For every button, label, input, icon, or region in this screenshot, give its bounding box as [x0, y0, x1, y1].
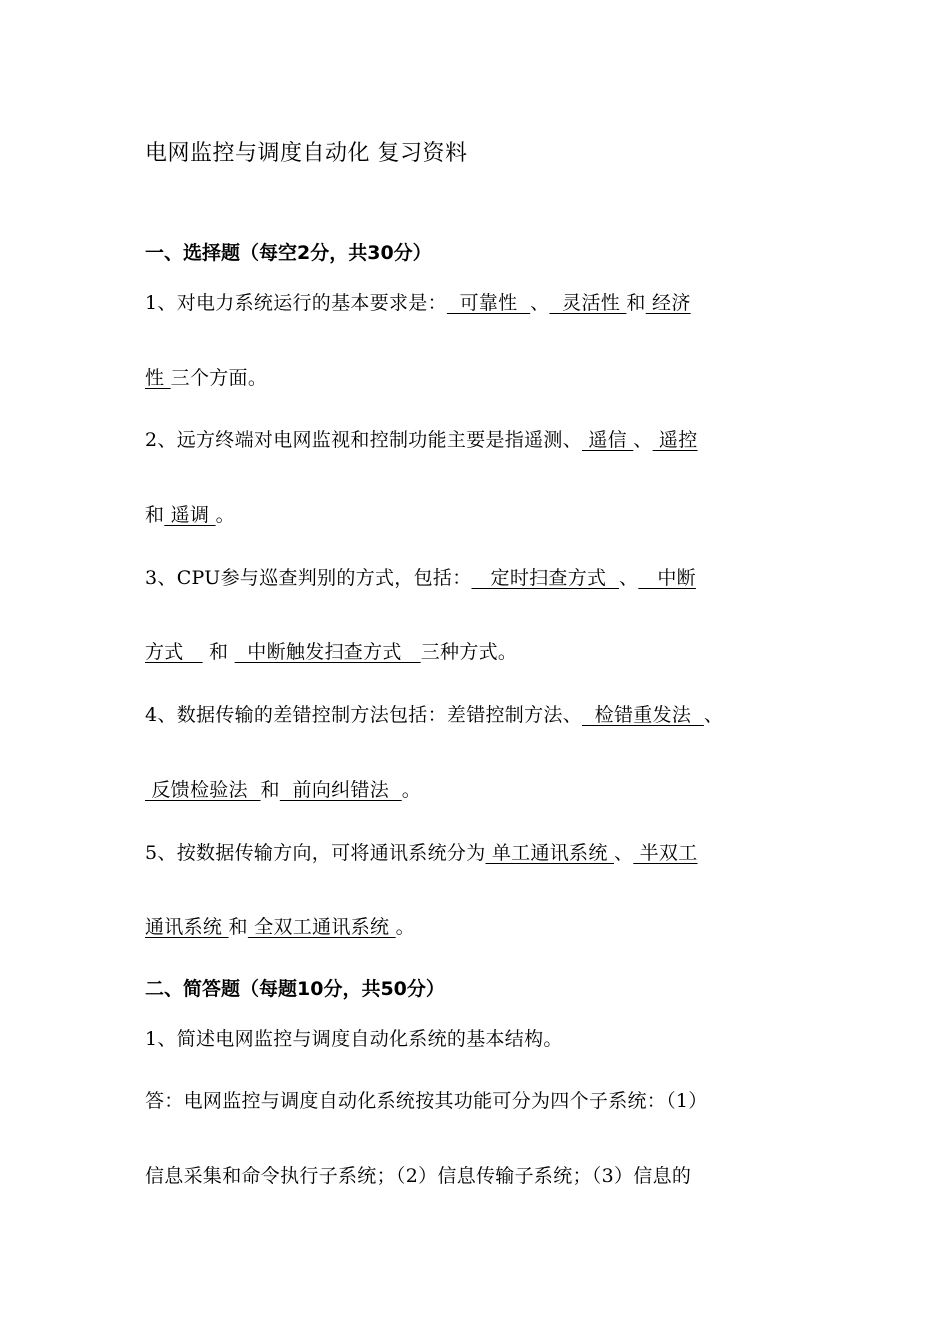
separator: 和 — [626, 292, 646, 314]
question-4-line-1 — [145, 700, 723, 727]
answer-blank: 单工通讯系统 — [485, 842, 614, 864]
question-2-line-2 — [145, 500, 235, 527]
answer-blank: 经济 — [645, 292, 691, 314]
question-4-line-2 — [145, 775, 421, 802]
page-title: 电网监控与调度自动化 复习资料 — [145, 141, 468, 166]
separator: 、 — [530, 292, 550, 314]
answer-line-1: 答：电网监控与调度自动化系统按其功能可分为四个子系统：（1） — [145, 1090, 708, 1112]
answer-blank: 性 — [145, 367, 171, 389]
question-3-line-1 — [145, 563, 696, 590]
question-3-text: 3、CPU参与巡查判别的方式，包括： — [145, 567, 472, 589]
answer-blank: 遥控 — [652, 429, 698, 451]
answer-blank: 通讯系统 — [145, 916, 229, 938]
answer-blank: 全双工通讯系统 — [247, 916, 396, 938]
answer-blank: 方式 — [145, 641, 203, 663]
question-5-text: 5、按数据传输方向，可将通讯系统分为 — [145, 842, 486, 864]
question-2-text: 和 — [145, 504, 165, 526]
answer-blank: 中断触发扫查方式 — [234, 641, 421, 663]
question-3-line-2 — [145, 637, 517, 664]
separator: 、 — [703, 704, 724, 726]
question-4-text: 4、数据传输的差错控制方法包括：差错控制方法、 — [145, 704, 582, 726]
section-heading-short-answer: 二、简答题（每题10分，共50分） — [145, 978, 445, 1000]
separator: 和 — [228, 916, 248, 938]
answer-blank: 半双工 — [633, 842, 698, 864]
question-5-line-2 — [145, 912, 415, 939]
answer-blank: 检错重发法 — [582, 704, 704, 726]
answer-line-2: 信息采集和命令执行子系统；（2）信息传输子系统；（3）信息的 — [145, 1165, 692, 1187]
answer-blank: 定时扫查方式 — [471, 567, 619, 589]
answer-blank: 遥信 — [582, 429, 634, 451]
answer-blank: 遥调 — [164, 504, 216, 526]
question-1-line-1 — [145, 288, 691, 315]
question-2-suffix: 。 — [215, 504, 235, 526]
answer-blank: 可靠性 — [446, 292, 531, 314]
separator: 、 — [633, 429, 653, 451]
question-2-line-1 — [145, 425, 698, 452]
separator: 和 — [260, 779, 280, 801]
separator: 、 — [613, 842, 634, 864]
answer-blank: 反馈检验法 — [145, 779, 261, 801]
answer-blank: 灵活性 — [549, 292, 627, 314]
question-1-suffix: 三个方面。 — [170, 367, 268, 389]
question-2-text: 2、远方终端对电网监视和控制功能主要是指遥测、 — [145, 429, 582, 451]
section-heading-choice: 一、选择题（每空2分，共30分） — [145, 242, 432, 264]
question-5-suffix: 。 — [395, 916, 415, 938]
separator: 和 — [202, 641, 235, 663]
separator: 、 — [619, 567, 639, 589]
short-answer-question-1: 1、简述电网监控与调度自动化系统的基本结构。 — [145, 1028, 563, 1050]
question-3-suffix: 三种方式。 — [420, 641, 518, 663]
question-1-line-2 — [145, 363, 267, 390]
answer-blank: 前向纠错法 — [279, 779, 402, 801]
question-4-suffix: 。 — [401, 779, 422, 801]
answer-blank: 中断 — [638, 567, 696, 589]
question-5-line-1 — [145, 838, 698, 865]
question-1-text: 1、对电力系统运行的基本要求是： — [145, 292, 447, 314]
